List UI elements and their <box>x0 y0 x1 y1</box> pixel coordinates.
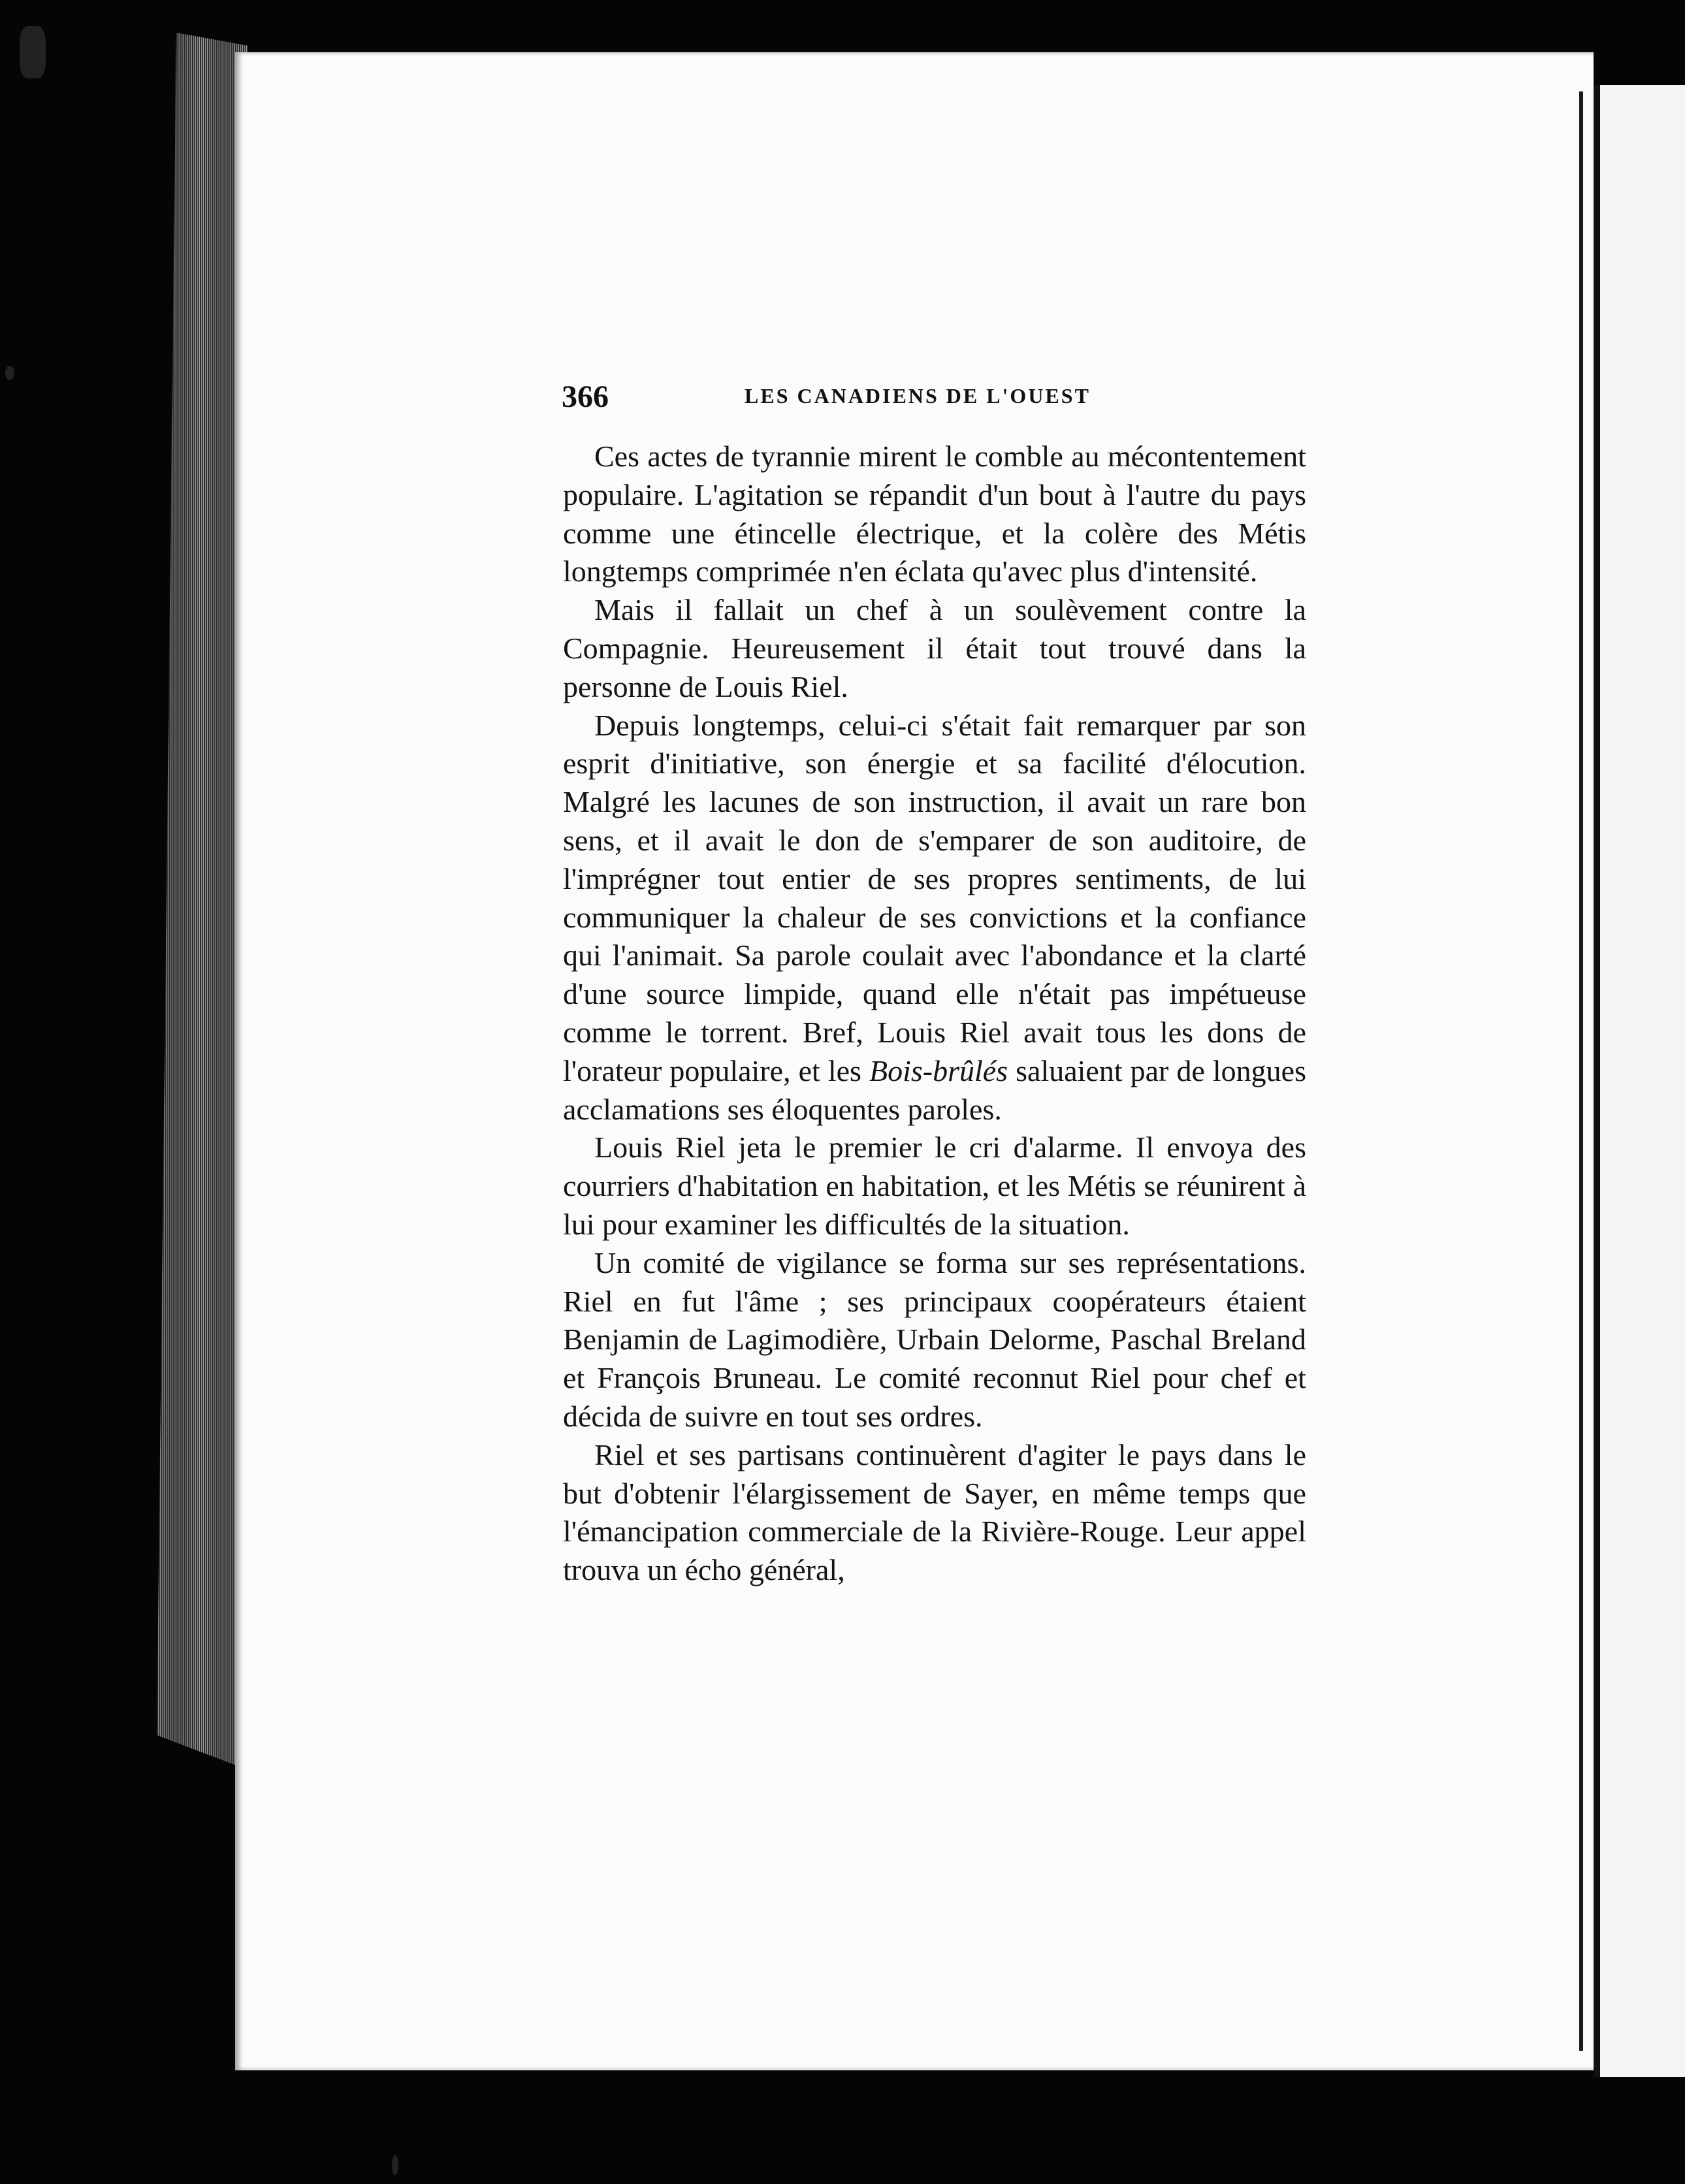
film-speck <box>5 366 14 380</box>
running-head <box>562 379 1639 418</box>
body-text <box>563 438 1306 1590</box>
page-number: 366 <box>562 379 609 414</box>
paragraph: Ces actes de tyrannie mirent le comble au mécontentement populaire. L'agitation se répandit d'un bout à l'autre du pays comme une étincelle électrique, et la colère des Métis longtemps comprimée n'en éclata qu'avec plus d'intensité. <box>563 440 1306 588</box>
film-speck <box>20 26 46 78</box>
paragraph-text: Depuis longtemps, celui-ci s'était fait remarquer par son esprit d'initiative, son énergie et sa facilité d'élocution. Malgré les lacunes de son instruction, il avait un rare bon sens, et il avait le don de s'emparer de son auditoire, de l'imprégner tout entier de ses propres sentiments, de lui communiquer la chaleur de ses convictions et la confiance qui l'animait. Sa parole coulait avec l'abondance et la clarté d'une source limpide, quand elle n'était pas impétueuse comme le torrent. Bref, Louis Riel avait tous les dons de l'orateur populaire, et les <box>563 708 1306 1087</box>
film-speck <box>392 2155 398 2175</box>
paragraph-text: saluaient par de longues acclamations ses éloquentes paroles. <box>563 1053 1306 1126</box>
paragraph: Louis Riel jeta le premier le cri d'alarme. Il envoya des courriers d'habitation en habitation, et les Métis se réunirent à lui pour examiner les difficultés de la situation. <box>563 1131 1306 1241</box>
italic-term: Bois-brûlés <box>869 1053 1008 1087</box>
paragraph <box>563 707 1306 1129</box>
paragraph: Un comité de vigilance se forma sur ses représentations. Riel en fut l'âme ; ses principaux coopérateurs étaient Benjamin de Lagimodière, Urbain Delorme, Paschal Breland et François Bruneau. Le comité reconnut Riel pour chef et décida de suivre en tout ses ordres. <box>563 1245 1306 1433</box>
paragraph: Riel et ses partisans continuèrent d'agiter le pays dans le but d'obtenir l'élargissement de Sayer, en même temps que l'émancipation commerciale de la Rivière-Rouge. Leur appel trouva un écho général, <box>563 1437 1306 1587</box>
running-title: LES CANADIENS DE L'OUEST <box>745 384 1091 408</box>
paragraph: Mais il fallait un chef à un soulèvement contre la Compagnie. Heureusement il était tout trouvé dans la personne de Louis Riel. <box>563 593 1306 703</box>
